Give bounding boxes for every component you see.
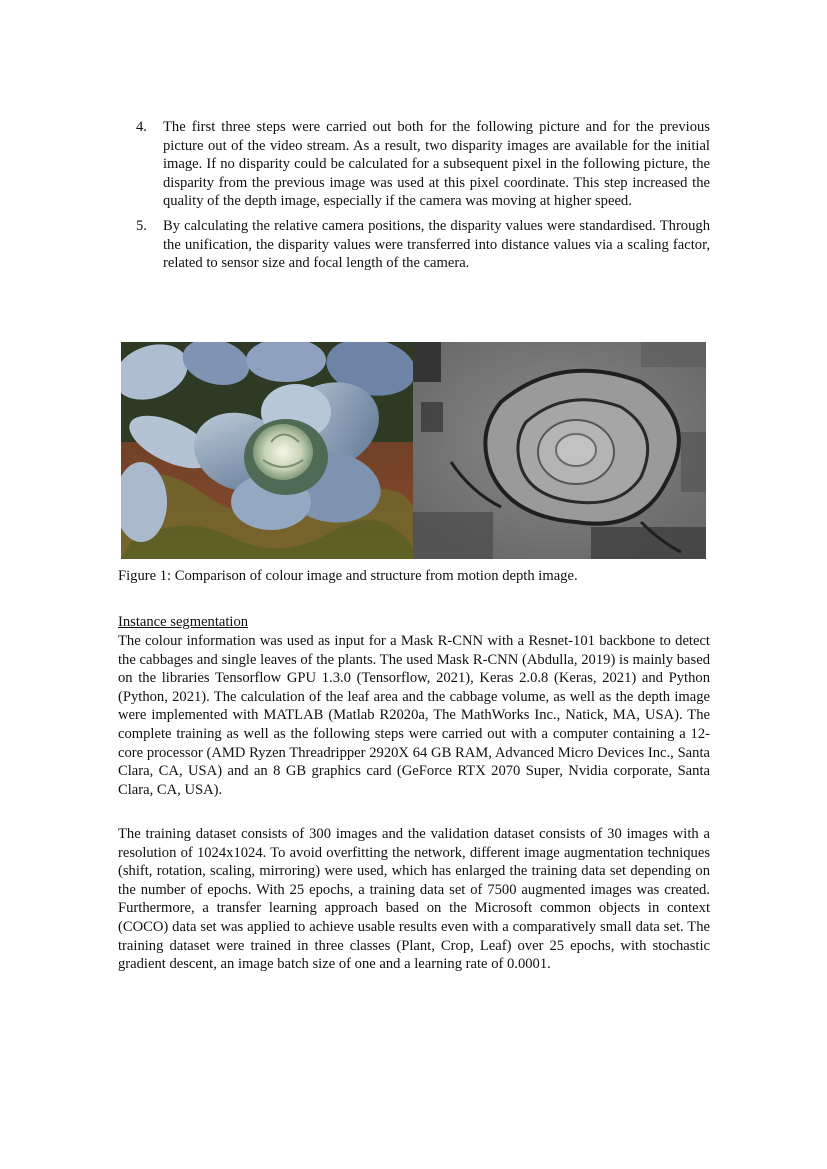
body-paragraph: The colour information was used as input for a Mask R-CNN with a Resnet-101 backbone to detect the cabbages and single leaves of the plants. The used Mask R-CNN (Abdulla, 2019) is mainly based on the libraries Tensorflow GPU 1.3.0 (Tensorflow, 2021), Keras 2.0.8 (Keras, 2021) and Python (Python, 2021). The calculation of the leaf area and the cabbage volume, as well as the depth image were implemented with MATLAB (Matlab R2020a, The MathWorks Inc., Natick, MA, USA). The complete training as well as the following steps were carried out with a computer containing a 12-core processor (AMD Ryzen Threadripper 2920X 64 GB RAM, Advanced Micro Devices Inc., Santa Clara, CA, USA) and an 8 GB graphics card (GeForce RTX 2070 Super, Nvidia corporate, Santa Clara, CA, USA). xyxy=(118,633,710,798)
figure-svg xyxy=(121,342,706,559)
colour-image xyxy=(121,342,420,559)
list-item-number: 5. xyxy=(136,217,147,234)
numbered-list xyxy=(118,118,710,279)
section-heading: Instance segmentation xyxy=(118,614,249,630)
body-paragraph: The training dataset consists of 300 images and the validation dataset consists of 30 images with a resolution of 1024x1024. To avoid overfitting the network, different image augmentation techniques (shift, rotation, scaling, mirroring) were used, which has enlarged the training data set depending on the number of epochs. With 25 epochs, a training data set of 7500 augmented images was created. Furthermore, a transfer learning approach based on the Microsoft common objects in context (COCO) data set was applied to achieve usable results even with a comparatively small data set. The training dataset were trained in three classes (Plant, Crop, Leaf) over 25 epochs, with stochastic gradient descent, an image batch size of one and a learning rate of 0.0001. xyxy=(118,826,710,973)
list-item-text: By calculating the relative camera positions, the disparity values were standardised. Through the unification, the disparity values were transferred into distance values via a scaling factor, related to sensor size and focal length of the camera. xyxy=(163,217,710,272)
figure-image-pair xyxy=(121,342,706,559)
list-item-text: The first three steps were carried out both for the following picture and for the previous picture out of the video stream. As a result, two disparity images are available for the initial image. If no disparity could be calculated for a subsequent pixel in the following picture, the disparity from the previous image was used at this pixel coordinate. This step increased the quality of the depth image, especially if the camera was moving at higher speed. xyxy=(163,119,710,210)
figure-caption: Figure 1: Comparison of colour image and structure from motion depth image. xyxy=(118,568,578,584)
list-item xyxy=(118,217,710,273)
list-item xyxy=(118,118,710,211)
depth-image xyxy=(413,342,706,559)
list-item-number: 4. xyxy=(136,119,147,135)
